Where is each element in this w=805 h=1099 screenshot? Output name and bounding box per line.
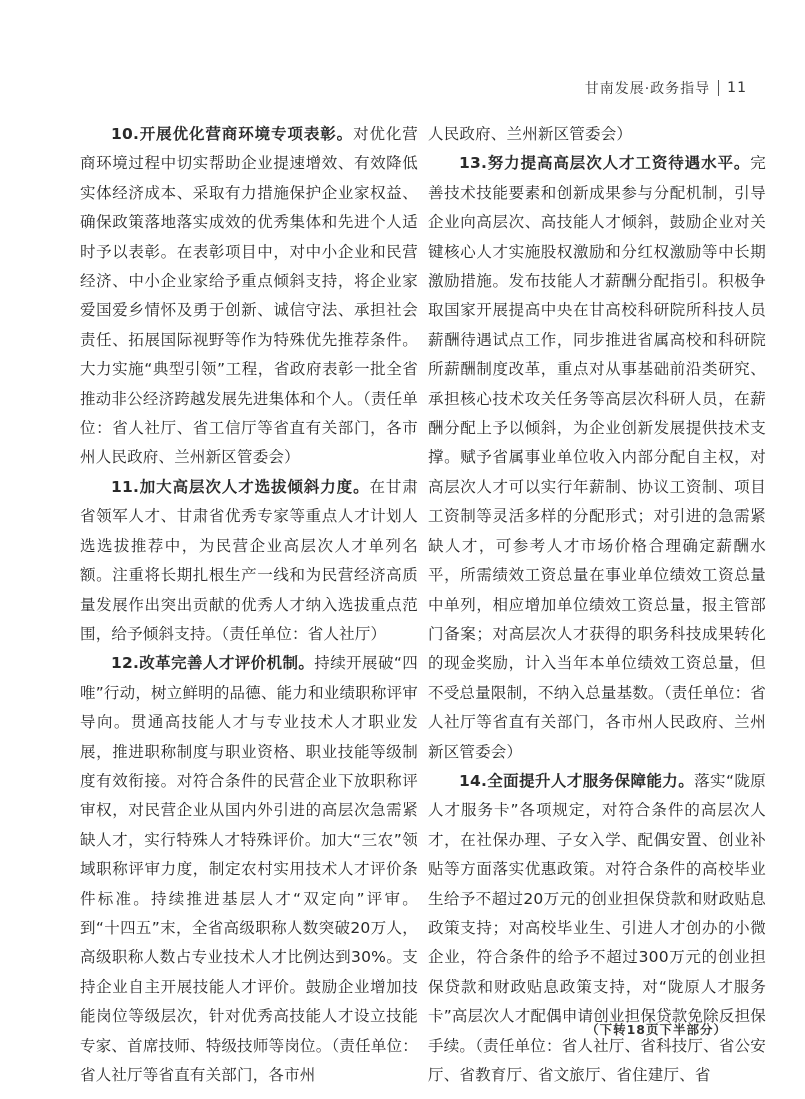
paragraph-12 [80, 649, 418, 1090]
paragraph-10 [80, 120, 418, 473]
right-column [428, 120, 766, 1090]
paragraph-13-body: 完善技术技能要素和创新成果参与分配机制，引导企业向高层次、高技能人才倾斜，鼓励企业对关键核心人才实施股权激励和分红权激励等中长期激励措施。发布技能人才薪酬分配指引。积极争取国家开展提高中央在甘高校科研院所科技人员薪酬待遇试点工作，同步推进省属高校和科研院所薪酬制度改革，重点对从事基础前沿类研究、承担核心技术攻关任务等高层次科研人员，在薪酬分配上予以倾斜，为企业创新发展提供技术支撑。赋予省属事业单位收入内部分配自主权，对高层次人才可以实行年薪制、协议工资制、项目工资制等灵活多样的分配形式；对引进的急需紧缺人才，可参考人才市场价格合理确定薪酬水平，所需绩效工资总量在事业单位绩效工资总量中单列，相应增加单位绩效工资总量，报主管部门备案；对高层次人才获得的职务科技成果转化的现金奖励，计入当年本单位绩效工资总量，但不受总量限制，不纳入总量基数。（责任单位：省人社厅等省直有关部门，各市州人民政府、兰州新区管委会） [428, 154, 766, 761]
header-divider [718, 80, 719, 96]
running-header [585, 78, 747, 98]
left-column [80, 120, 418, 1090]
paragraph-12-body: 持续开展破“四唯”行动，树立鲜明的品德、能力和业绩职称评审导向。贯通高技能人才与专业技术人才职业发展，推进职称制度与职业资格、职业技能等级制度有效衔接。对符合条件的民营企业下放职称评审权，对民营企业从国内外引进的高层次急需紧缺人才，实行特殊人才特殊评价。加大“三农”领域职称评审力度，制定农村实用技术人才评价条件标准。持续推进基层人才“双定向”评审。到“十四五”末，全省高级职称人数突破20万人，高级职称人数占专业技术人才比例达到30%。支持企业自主开展技能人才评价。鼓励企业增加技能岗位等级层次，针对优秀高技能人才设立技能专家、首席技师、特级技师等岗位。（责任单位：省人社厅等省直有关部门，各市州 [80, 654, 418, 1084]
paragraph-11 [80, 473, 418, 649]
paragraph-14-heading: 14.全面提升人才服务保障能力。 [459, 771, 695, 790]
paragraph-14-body: 落实“陇原人才服务卡”各项规定，对符合条件的高层次人才，在社保办理、子女入学、配偶安置、创业补贴等方面落实优惠政策。对符合条件的高校毕业生给予不超过20万元的创业担保贷款和财政贴息政策支持；对高校毕业生、引进人才创办的小微企业，符合条件的给予不超过300万元的创业担保贷款和财政贴息政策支持，对“陇原人才服务卡”高层次人才配偶申请创业担保贷款免除反担保手续。（责任单位：省人社厅、省科技厅、省公安厅、省教育厅、省文旅厅、省住建厅、省 [428, 771, 766, 1084]
paragraph-13-heading: 13.努力提高高层次人才工资待遇水平。 [459, 154, 751, 173]
paragraph-11-heading: 11.加大高层次人才选拔倾斜力度。 [111, 477, 370, 496]
paragraph-12-continuation: 人民政府、兰州新区管委会） [428, 125, 633, 143]
continued-note: （下转18页下半部分） [586, 1022, 727, 1037]
paragraph-14 [428, 767, 766, 1090]
paragraph-13 [428, 149, 766, 767]
paragraph-11-body: 在甘肃省领军人才、甘肃省优秀专家等重点人才计划人选选拔推荐中，为民营企业高层次人才单列名额。注重将长期扎根生产一线和为民营经济高质量发展作出突出贡献的优秀人才纳入选拔重点范围，给予倾斜支持。（责任单位：省人社厅） [80, 477, 419, 643]
paragraph-12-heading: 12.改革完善人才评价机制。 [111, 654, 315, 673]
paragraph-10-heading: 10.开展优化营商环境专项表彰。 [111, 125, 354, 143]
paragraph-10-body: 对优化营商环境过程中切实帮助企业提速增效、有效降低实体经济成本、采取有力措施保护企业家权益、确保政策落地落实成效的优秀集体和先进个人适时予以表彰。在表彰项目中，对中小企业和民营经济、中小企业家给予重点倾斜支持，将企业家爱国爱乡情怀及勇于创新、诚信守法、承担社会责任、拓展国际视野等作为特殊优先推荐条件。大力实施“典型引领”工程，省政府表彰一批全省推动非公经济跨越发展先进集体和个人。（责任单位：省人社厅、省工信厅等省直有关部门，各市州人民政府、兰州新区管委会） [80, 125, 418, 467]
header-title: 甘南发展·政务指导 [584, 81, 711, 97]
page-number: 11 [727, 80, 747, 96]
